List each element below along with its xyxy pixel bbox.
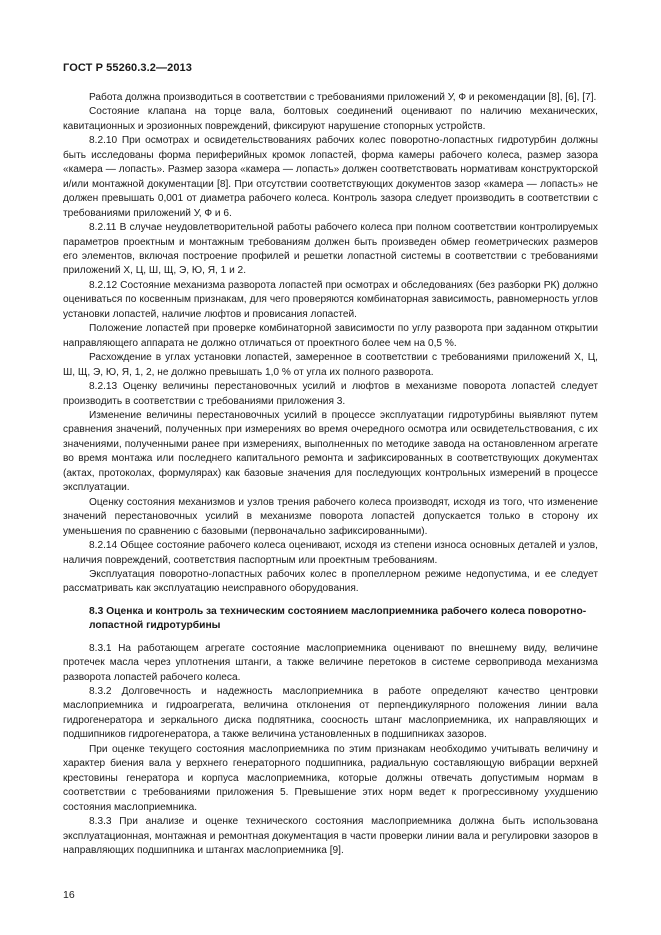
paragraph: Изменение величины перестановочных усилий в процессе эксплуатации гидротурбины выявляют путем сравнения значений, полученных при измерениях во время очередного осмотра или освидетельствования, с их значениями, полученными ранее при измерениях, выполненных по методике завода на остановленном агрегате во время монтажа или последнего капитального ремонта и зафиксированных в соответствующих документах (актах, протоколах, формулярах) как базовые значения для последующих контрольных измерений в процессе эксплуатации. [63, 409, 598, 494]
paragraph: Работа должна производиться в соответствии с требованиями приложений У, Ф и рекомендации [8], [6], [7]. [89, 92, 597, 103]
paragraph: 8.3.3 При анализе и оценке технического состояния маслоприемника должна быть использована эксплуатационная, монтажная и ремонтная документация в части проверки линии вала и регулировки зазоров в направляющих подшипника и штангах маслоприемника [9]. [63, 816, 598, 857]
page-number: 16 [63, 889, 75, 901]
paragraph: Оценку состояния механизмов и узлов трения рабочего колеса производят, исходя из того, что изменение значений перестановочных усилий в механизме поворота лопастей допускается только в сторону их уменьшения по сравнению с базовыми (первоначально зафиксированными). [63, 496, 598, 537]
paragraph: 8.3.2 Долговечность и надежность маслоприемника в работе определяют качество центровки маслоприемника и гидроагрегата, величина отклонения от перпендикулярного положения линии вала гидрогенератора и зеркального диска подпятника, соосность штанг маслоприемника, их направляющих и подшипников гидрогенератора, а также величина установленных в подшипниках зазоров. [63, 686, 598, 741]
paragraph: 8.2.14 Общее состояние рабочего колеса оценивают, исходя из степени износа основных деталей и узлов, наличия повреждений, соответствия паспортным или проектным требованиям. [63, 540, 598, 566]
paragraph: 8.2.10 При осмотрах и освидетельствованиях рабочих колес поворотно-лопастных гидротурбин должны быть исследованы форма периферийных кромок лопастей, форма камеры рабочего колеса, размер зазора «камера — лопасть». Размер зазора «камера — лопасть» должен соответствовать нормативам конструкторской и/или монтажной документации [8]. При отсутствии соответствующих документов зазор «камера — лопасть» не должен превышать 0,001 от диаметра рабочего колеса. Контроль зазора следует производить в соответствии с требованиями приложений У, Ф и 6. [63, 135, 598, 219]
paragraph: Положение лопастей при проверке комбинаторной зависимости по углу разворота при заданном открытии направляющего аппарата не должно отличаться от проектного более чем на 0,5 %. [63, 323, 598, 349]
paragraph: Эксплуатация поворотно-лопастных рабочих колес в пропеллерном режиме недопустима, и ее следует рассматривать как эксплуатацию неисправного оборудования. [63, 568, 598, 595]
paragraph: 8.3.1 На работающем агрегате состояние маслоприемника оценивают по внешнему виду, величине протечек масла через уплотнения штанги, а также величине перетоков в системе сервопривода механизма разворота лопастей рабочего колеса. [63, 642, 598, 683]
paragraph: 8.2.12 Состояние механизма разворота лопастей при осмотрах и обследованиях (без разборки РК) должно оцениваться по косвенным признакам, для чего проверяются комбинаторная зависимость, равномерность углов установки лопастей, наличие люфтов и провисания лопастей. [63, 279, 598, 320]
paragraph: 8.2.11 В случае неудовлетворительной работы рабочего колеса при полном соответствии контролируемых параметров проектным и монтажным требованиям должен быть произведен обмер геометрических размеров его элементов, включая построение профилей и решетки лопастной системы в соответствии с требованиями приложений Х, Ц, Ш, Щ, Э, Ю, Я, 1 и 2. [63, 222, 598, 277]
paragraph: При оценке текущего состояния маслоприемника по этим признакам необходимо учитывать величину и характер биения вала у верхнего генераторного подшипника, радиальную составляющую вибрации верхней крестовины генератора и корпуса маслоприемника, которые должны отвечать допустимым нормам в соответствии с требованиями приложения 5. Превышение этих норм ведет к прогрессивному ухудшению состояния маслоприемника. [63, 743, 598, 813]
document-code-header: ГОСТ Р 55260.3.2—2013 [63, 62, 192, 74]
paragraph: 8.2.13 Оценку величины перестановочных усилий и люфтов в механизме поворота лопастей следует производить в соответствии с требованиями приложения 3. [63, 381, 598, 407]
document-body [63, 91, 598, 858]
section-heading: 8.3 Оценка и контроль за техническим состоянием маслоприемника рабочего колеса поворотно-лопастной гидротурбины [89, 605, 587, 632]
paragraph: Расхождение в углах установки лопастей, замеренное в соответствии с требованиями приложений Х, Ц, Ш, Щ, Э, Ю, Я, 1, 2, не должно превышать 1,0 % от угла их полного разворота. [63, 352, 598, 378]
paragraph: Состояние клапана на торце вала, болтовых соединений оценивают по наличию механических, кавитационных и эрозионных повреждений, фиксируют нарушение стопорных устройств. [63, 106, 598, 132]
